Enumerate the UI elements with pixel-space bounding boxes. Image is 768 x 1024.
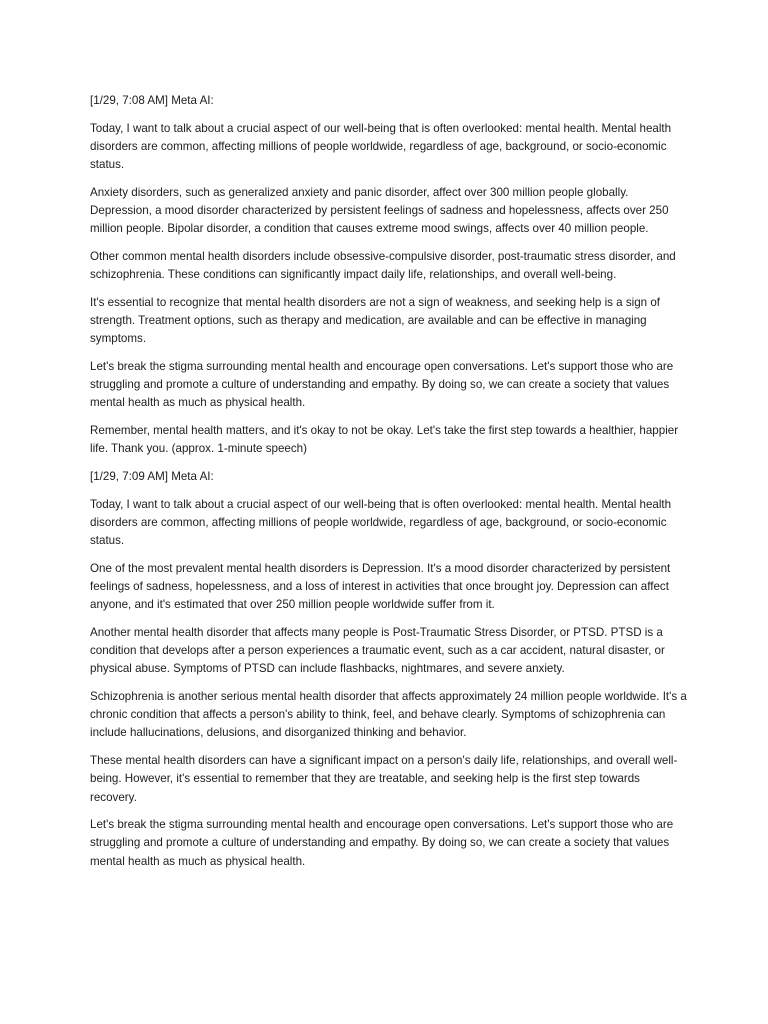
paragraph: These mental health disorders can have a significant impact on a person's daily life, relationships, and overall well-being. However, it's essential to remember that they are treatable, and seeking help is the first step towards recovery.: [90, 754, 678, 804]
paragraph: Anxiety disorders, such as generalized anxiety and panic disorder, affect over 300 million people globally. Depression, a mood disorder characterized by persistent feelings of sadness and hopelessness, affects over 250 million people. Bipolar disorder, a condition that causes extreme mood swings, affects over 40 million people.: [90, 185, 669, 236]
paragraph: Other common mental health disorders include obsessive-compulsive disorder, post-traumatic stress disorder, and schizophrenia. These conditions can significantly impact daily life, relationships, and overall well-being.: [90, 249, 676, 282]
document-body: [90, 92, 690, 871]
paragraph: Today, I want to talk about a crucial aspect of our well-being that is often overlooked: mental health. Mental health disorders are common, affecting millions of people worldwide, regardless of age, background, or socio-economic status.: [90, 121, 672, 172]
paragraph: Remember, mental health matters, and it's okay to not be okay. Let's take the first step towards a healthier, happier life. Thank you. (approx. 1-minute speech): [90, 424, 679, 456]
paragraph: Schizophrenia is another serious mental health disorder that affects approximately 24 million people worldwide. It's a chronic condition that affects a person's ability to think, feel, and behave clearly. Symptoms of schizophrenia can include hallucinations, delusions, and disorganized thinking and behavior.: [90, 689, 687, 740]
message-header: [1/29, 7:09 AM] Meta AI:: [90, 469, 214, 483]
paragraph: Let's break the stigma surrounding mental health and encourage open conversations. Let's support those who are struggling and promote a culture of understanding and empathy. By doing so, we can create a society that values mental health as much as physical health.: [90, 359, 674, 410]
paragraph: It's essential to recognize that mental health disorders are not a sign of weakness, and seeking help is a sign of strength. Treatment options, such as therapy and medication, are available and can be effective in managing symptoms.: [90, 295, 660, 346]
paragraph: One of the most prevalent mental health disorders is Depression. It's a mood disorder characterized by persistent feelings of sadness, hopelessness, and a loss of interest in activities that once brought joy. Depression can affect anyone, and it's estimated that over 250 million people worldwide suffer from it.: [90, 561, 671, 612]
paragraph: Today, I want to talk about a crucial aspect of our well-being that is often overlooked: mental health. Mental health disorders are common, affecting millions of people worldwide, regardless of age, background, or socio-economic status.: [90, 497, 672, 548]
paragraph: Another mental health disorder that affects many people is Post-Traumatic Stress Disorder, or PTSD. PTSD is a condition that develops after a person experiences a traumatic event, such as a car accident, natural disaster, or physical abuse. Symptoms of PTSD can include flashbacks, nightmares, and severe anxiety.: [90, 625, 665, 676]
message-header: [1/29, 7:08 AM] Meta AI:: [90, 94, 214, 107]
paragraph: Let's break the stigma surrounding mental health and encourage open conversations. Let's support those who are struggling and promote a culture of understanding and empathy. By doing so, we can create a society that values mental health as much as physical health.: [90, 818, 674, 868]
